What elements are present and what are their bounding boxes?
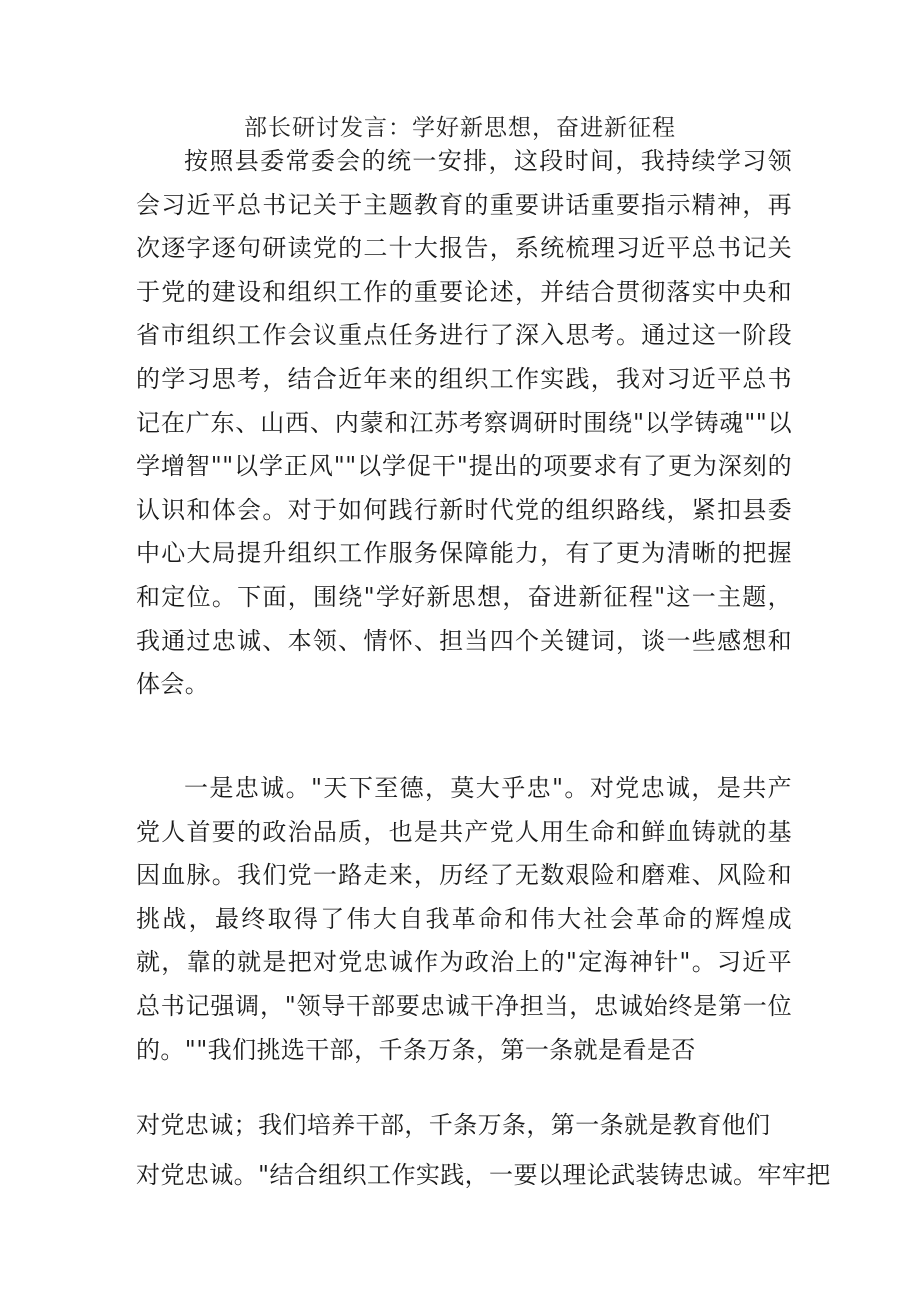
document-title: 部长研讨发言：学好新思想，奋进新征程 [244,115,676,141]
text-line: 对党忠诚。"结合组织工作实践，一要以理论武装铸忠诚。牢牢把 [136,1161,831,1189]
text-line: 对党忠诚；我们培养干部，千条万条，第一条就是教育他们 [136,1111,771,1139]
paragraph-loyalty: 一是忠诚。"天下至德，莫大乎忠"。对党忠诚，是共产党人首要的政治品质，也是共产党人用生命和鲜血铸就的基因血脉。我们党一路走来，历经了无数艰险和磨难、风险和挑战，最终取得了伟大自我革命和伟大社会革命的辉煌成就，靠的就是把对党忠诚作为政治上的"定海神针"。习近平总书记强调，"领导干部要忠诚干净担当，忠诚始终是第一位的。""我们挑选干部，千条万条，第一条就是看是否 [136,774,792,1064]
paragraph-introduction: 按照县委常委会的统一安排，这段时间，我持续学习领会习近平总书记关于主题教育的重要讲话重要指示精神，再次逐字逐句研读党的二十大报告，系统梳理习近平总书记关于党的建设和组织工作的重要论述，并结合贯彻落实中央和省市组织工作会议重点任务进行了深入思考。通过这一阶段的学习思考，结合近年来的组织工作实践，我对习近平总书记在广东、山西、内蒙和江苏考察调研时围绕"以学铸魂""以学增智""以学正风""以学促干"提出的项要求有了更为深刻的认识和体会。对于如何践行新时代党的组织路线，紧扣县委中心大局提升组织工作服务保障能力，有了更为清晰的把握和定位。下面，围绕"学好新思想，奋进新征程"这一主题，我通过忠诚、本领、情怀、担当四个关键词，谈一些感想和体会。 [136,147,792,699]
